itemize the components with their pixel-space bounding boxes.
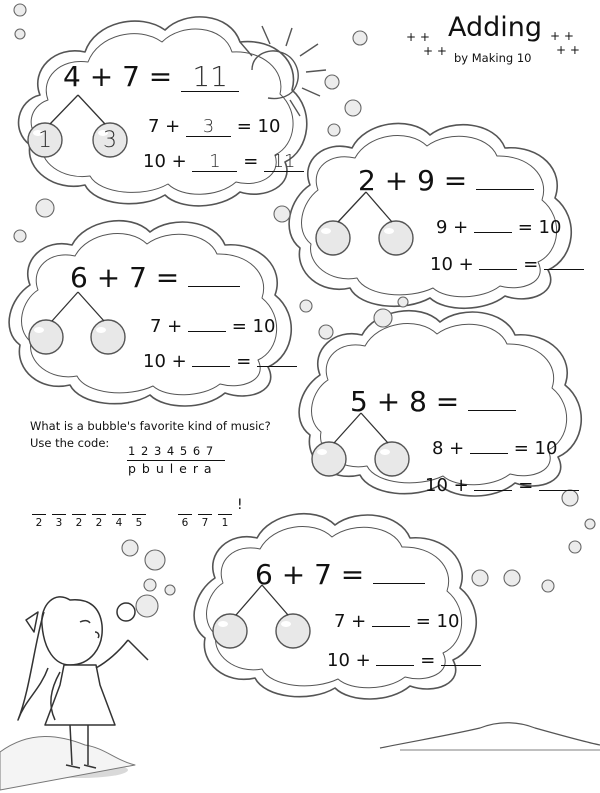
fill-blank[interactable] (188, 315, 226, 332)
riddle-question: What is a bubble's favorite kind of music? (30, 419, 271, 433)
fill-blank[interactable] (470, 437, 508, 454)
problem-3-equation: 6 + 7 = (70, 260, 240, 292)
sparkle-icon: + + (406, 30, 430, 44)
answer-blank[interactable] (539, 474, 579, 491)
riddle-exclamation: ! (237, 497, 243, 513)
answer-slot[interactable]: 1 (218, 514, 232, 529)
problem-4-equation: 5 + 8 = (350, 384, 516, 416)
bond-value: 3 (103, 128, 117, 153)
code-letters: p b u l e r a (128, 461, 213, 476)
answer-blank[interactable] (476, 163, 534, 190)
answer-slot[interactable]: 2 (72, 514, 86, 529)
bond-value: 1 (38, 128, 52, 153)
fill-blank[interactable] (474, 216, 512, 233)
answer-slot[interactable]: 2 (32, 514, 46, 529)
sun-icon (240, 26, 326, 116)
answer-slot[interactable]: 6 (178, 514, 192, 529)
answer-blank[interactable] (257, 350, 297, 367)
fill-blank[interactable] (192, 350, 230, 367)
landscape-hills (380, 723, 600, 750)
sparkle-icon: + + (423, 44, 447, 58)
fill-blank[interactable] (372, 610, 410, 627)
answer-slot[interactable]: 3 (52, 514, 66, 529)
problem-3-line-2: 10 + = (143, 350, 297, 371)
answer-blank[interactable] (188, 260, 240, 287)
worksheet-title: Adding (448, 12, 543, 43)
problem-5-line-2: 10 + = (327, 649, 481, 670)
problem-3-line-1: 7 + = 10 (150, 316, 276, 337)
fill-blank[interactable] (479, 253, 517, 270)
code-numbers: 1 2 3 4 5 6 7 (128, 444, 215, 458)
answer-blank[interactable] (544, 253, 584, 270)
problem-1-equation (63, 60, 239, 93)
problem-2-line-2: 10 + = (430, 253, 584, 274)
fill-blank[interactable]: 1 (192, 153, 237, 172)
answer-slot[interactable]: 4 (112, 514, 126, 529)
problem-4-line-1: 8 + = 10 (432, 438, 558, 459)
answer-blank[interactable]: 11 (181, 63, 239, 92)
thought-cloud-5 (194, 514, 476, 699)
problem-2-equation: 2 + 9 = (358, 163, 534, 195)
answer-slot[interactable]: 2 (92, 514, 106, 529)
thought-cloud-3 (9, 221, 291, 406)
answer-blank[interactable]: 11 (264, 153, 304, 172)
fill-blank[interactable] (376, 649, 414, 666)
problem-5-equation: 6 + 7 = (255, 557, 425, 589)
problem-4-line-2: 10 + = (425, 474, 579, 495)
problem-1-line-1: 7 + 3 = 10 (148, 116, 281, 137)
sparkle-icon: + + (550, 29, 574, 43)
fill-blank[interactable]: 3 (186, 118, 231, 137)
answer-blank[interactable] (468, 384, 516, 411)
answer-slot[interactable]: 5 (132, 514, 146, 529)
answer-slot[interactable]: 7 (198, 514, 212, 529)
answer-blank[interactable] (373, 557, 425, 584)
answer-blank[interactable] (441, 649, 481, 666)
riddle-instruction: Use the code: (30, 436, 110, 450)
fill-blank[interactable] (474, 474, 512, 491)
girl-illustration (0, 597, 148, 790)
problem-2-line-1: 9 + = 10 (436, 217, 562, 238)
worksheet-subtitle: by Making 10 (454, 51, 532, 65)
sparkle-icon: + + (556, 43, 580, 57)
problem-5-line-1: 7 + = 10 (334, 611, 460, 632)
problem-1-line-2: 10 + 1 = 11 (143, 153, 304, 172)
equation-text: 4 + 7 = (63, 60, 173, 93)
